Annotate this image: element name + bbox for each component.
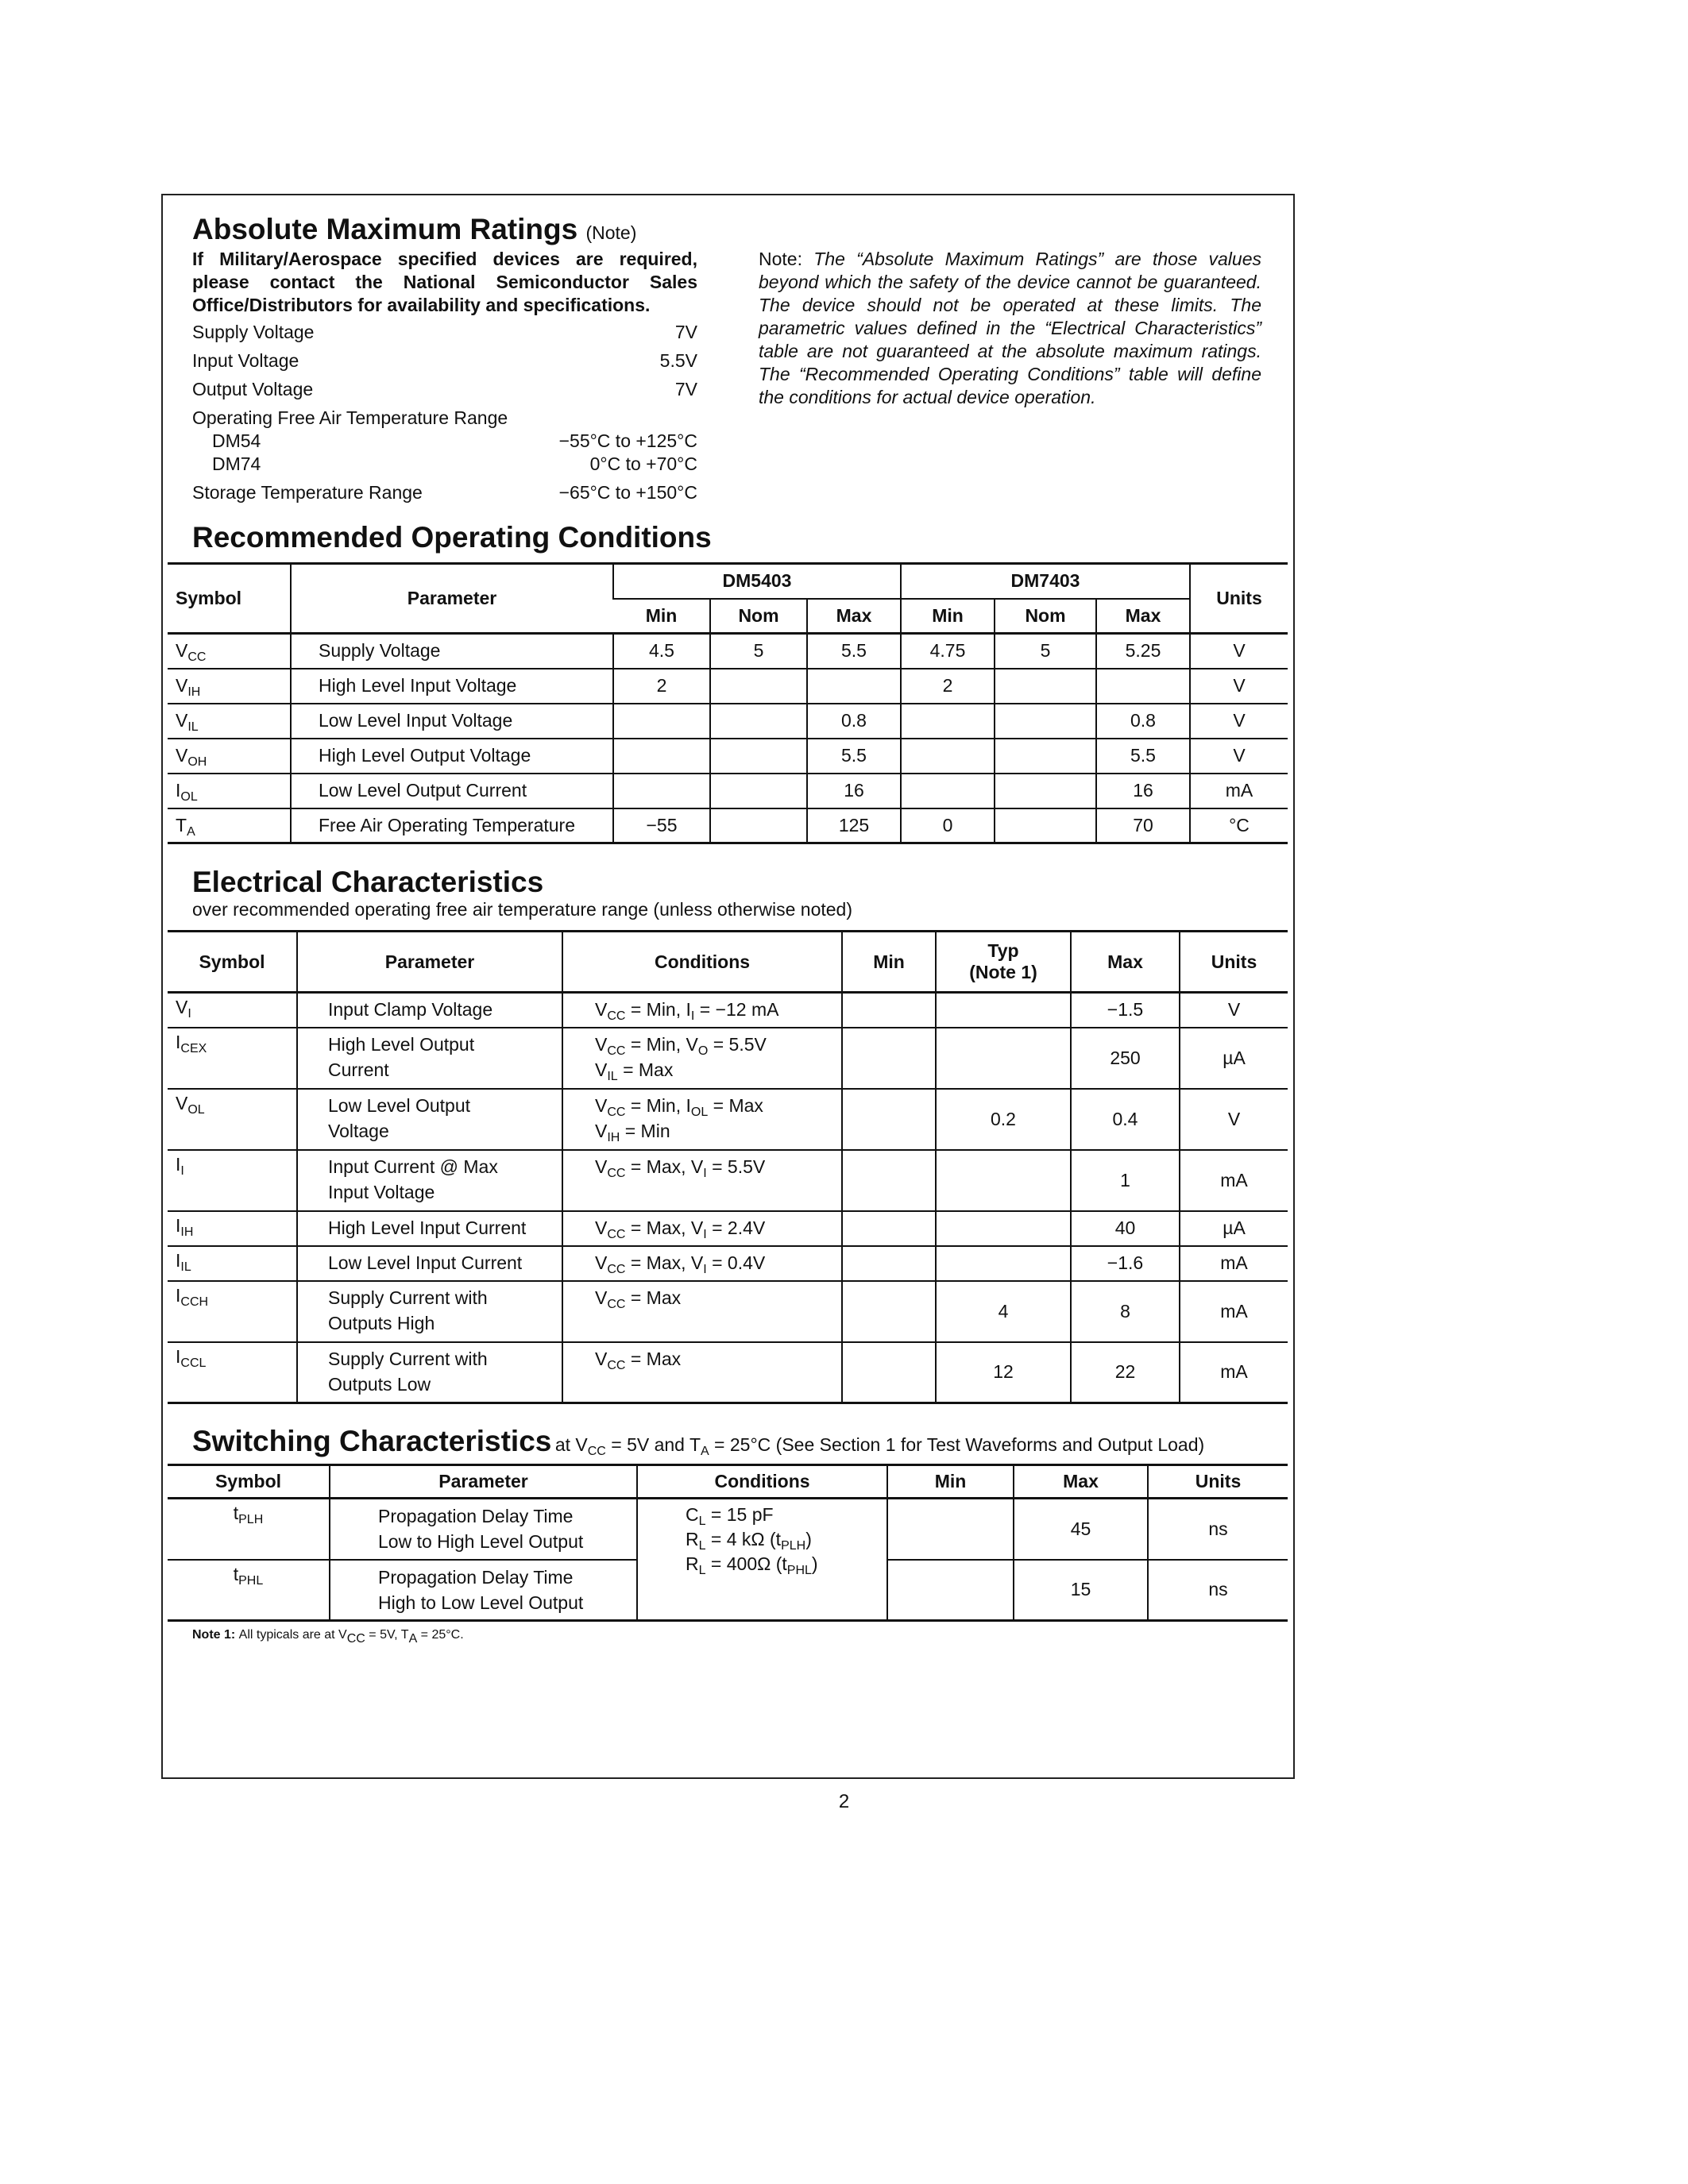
typ-cell: 0.2 <box>936 1089 1071 1150</box>
value-cell: 16 <box>1096 774 1190 808</box>
parameter-cell <box>297 1150 562 1211</box>
condition-line: $V_{CC}$ = Min, $I_I = -12$ mA <box>595 999 779 1023</box>
condition-line: $V_{IH}$ = Min <box>595 1120 670 1144</box>
subscript: I <box>703 1166 707 1180</box>
min-cell <box>842 1028 936 1089</box>
value-cell: 16 <box>807 774 901 808</box>
sw-h-conditions: Conditions <box>637 1465 887 1499</box>
min-cell <box>842 1211 936 1246</box>
ec-row <box>168 1089 1288 1150</box>
typ-cell <box>936 1211 1071 1246</box>
parameter-cell: High Level Input Voltage <box>291 669 613 704</box>
roc-h-max: Max <box>1096 599 1190 634</box>
value: −55°C to +125°C <box>558 430 697 451</box>
ec-h-units: Units <box>1180 932 1288 993</box>
parameter-line: High to Low Level Output <box>378 1592 584 1613</box>
conditions-cell <box>562 1281 842 1342</box>
units-cell: µA <box>1180 1211 1288 1246</box>
condition-line: $V_{CC}$ = Max, $V_I = 5.5V$ <box>595 1156 766 1180</box>
condition-line: $V_{CC}$ = Min, $I_{OL}$ = Max <box>595 1094 763 1119</box>
units-cell: mA <box>1180 1281 1288 1342</box>
value: −65°C to +150°C <box>558 482 697 503</box>
ec-h-min: Min <box>842 932 936 993</box>
condition-line: $V_{CC}$ = Max, $V_I = 0.4V$ <box>595 1252 766 1276</box>
value-cell <box>710 774 807 808</box>
max-cell: 1 <box>1071 1150 1180 1211</box>
parameter-cell <box>330 1499 637 1560</box>
value-cell <box>613 704 710 739</box>
sw-subtitle: at $V_{CC} = 5V$ and $T_A = 25^\circ C$ (See Section 1 for Test Waveforms and Output Load) <box>554 1434 1205 1458</box>
ec-row <box>168 993 1288 1028</box>
absolute-max-list <box>192 321 697 504</box>
ec-title: Electrical Characteristics <box>192 866 544 898</box>
military-notice: If Military/Aerospace specified devices are required, please contact the National Semiconductor Sales Office/Distributors for availability and specifications. <box>192 249 697 315</box>
min-cell <box>842 1281 936 1342</box>
roc-row <box>168 634 1288 669</box>
subscript: OL <box>690 1105 709 1119</box>
roc-body <box>168 634 1288 843</box>
symbol-cell: $I_{CCL}$ <box>176 1345 207 1370</box>
value-cell <box>710 739 807 774</box>
parameter-line: Input Clamp Voltage <box>328 999 493 1020</box>
symbol-cell: $I_{CEX}$ <box>176 1031 207 1055</box>
units-cell: mA <box>1190 774 1288 808</box>
page-number: 2 <box>838 1791 850 1812</box>
value: 0°C to +70°C <box>589 453 697 474</box>
value-cell: 4.5 <box>613 634 710 669</box>
parameter-cell: High Level Output Voltage <box>291 739 613 774</box>
symbol-cell: $I_I$ <box>176 1153 184 1178</box>
subscript: PLH <box>781 1539 806 1553</box>
parameter-line: Current <box>328 1059 389 1080</box>
value-cell: 5.5 <box>807 739 901 774</box>
value-cell: 70 <box>1096 808 1190 843</box>
parameter-cell <box>297 1246 562 1281</box>
operating-temp-label: Operating Free Air Temperature Range <box>192 407 508 428</box>
subscript: O <box>697 1044 709 1058</box>
symbol-subscript: IH <box>180 1225 194 1239</box>
units-cell: ns <box>1148 1499 1288 1560</box>
ec-h-typ-note: (Note 1) <box>969 962 1037 982</box>
typ-cell <box>936 1150 1071 1211</box>
symbol-cell: $V_I$ <box>176 997 191 1021</box>
value-cell: 5.5 <box>1096 739 1190 774</box>
ec-h-symbol: Symbol <box>199 951 265 972</box>
roc-title: Recommended Operating Conditions <box>192 521 712 554</box>
parameter-line: Outputs Low <box>328 1373 431 1395</box>
value: 7V <box>674 322 697 342</box>
absolute-max-title-note: (Note) <box>585 222 637 243</box>
symbol-subscript: CEX <box>180 1041 207 1055</box>
symbol-cell: $I_{IH}$ <box>176 1214 194 1239</box>
label: Storage Temperature Range <box>192 482 423 503</box>
roc-h-symbol: Symbol <box>176 588 242 608</box>
condition-line: $V_{CC}$ = Max, $V_I = 2.4V$ <box>595 1217 766 1241</box>
sw-table <box>168 1464 1288 1622</box>
conditions-cell <box>562 993 842 1028</box>
symbol-cell: $V_{IL}$ <box>176 710 199 734</box>
max-cell: 45 <box>1014 1499 1148 1560</box>
condition-line: $V_{CC}$ = Max <box>595 1348 682 1372</box>
value-cell: 0 <box>901 808 995 843</box>
symbol-subscript: I <box>187 1007 191 1021</box>
parameter-cell <box>330 1560 637 1621</box>
roc-table <box>168 562 1288 844</box>
parameter-line: Outputs High <box>328 1312 435 1333</box>
parameter-cell <box>297 993 562 1028</box>
parameter-line: Low Level Input Current <box>328 1252 523 1273</box>
condition-line: $C_L = 15$ pF <box>686 1504 774 1528</box>
value-cell <box>995 774 1096 808</box>
value-cell <box>710 704 807 739</box>
conditions-cell <box>562 1028 842 1089</box>
subscript: IH <box>607 1130 620 1144</box>
parameter-line: Supply Current with <box>328 1348 488 1369</box>
max-cell: −1.6 <box>1071 1246 1180 1281</box>
parameter-line: High Level Output <box>328 1033 475 1055</box>
roc-h-nom: Nom <box>995 599 1096 634</box>
roc-h-nom: Nom <box>710 599 807 634</box>
symbol-cell: $I_{IL}$ <box>176 1249 191 1274</box>
symbol-subscript: OL <box>180 790 198 804</box>
subscript: CC <box>607 1044 626 1058</box>
value-cell <box>995 704 1096 739</box>
roc-row <box>168 808 1288 843</box>
sw-header-row <box>168 1465 1288 1499</box>
subscript: A <box>408 1632 418 1646</box>
roc-h-dm5403: DM5403 <box>613 564 901 599</box>
footnote-label: Note 1: <box>192 1628 239 1642</box>
max-cell: 40 <box>1071 1211 1180 1246</box>
sw-h-parameter: Parameter <box>330 1465 637 1499</box>
symbol-subscript: CC <box>187 650 207 665</box>
subscript: I <box>703 1227 707 1241</box>
units-cell: V <box>1190 739 1288 774</box>
sw-title: Switching Characteristics <box>192 1425 552 1457</box>
conditions-cell <box>562 1150 842 1211</box>
parameter-cell <box>297 1211 562 1246</box>
units-cell: V <box>1180 993 1288 1028</box>
label: Supply Voltage <box>192 322 315 342</box>
condition-line: $V_{CC}$ = Min, $V_O = 5.5V$ <box>595 1033 767 1058</box>
units-cell: °C <box>1190 808 1288 843</box>
ec-row <box>168 1281 1288 1342</box>
min-cell <box>887 1560 1014 1621</box>
parameter-line: Low to High Level Output <box>378 1531 584 1553</box>
ec-subtitle: over recommended operating free air temperature range (unless otherwise noted) <box>192 899 852 920</box>
parameter-cell <box>297 1281 562 1342</box>
min-cell <box>842 1150 936 1211</box>
subscript: CC <box>607 1105 626 1119</box>
parameter-line: Propagation Delay Time <box>378 1566 574 1588</box>
roc-row <box>168 669 1288 704</box>
units-cell: V <box>1180 1089 1288 1150</box>
parameter-line: Input Voltage <box>328 1181 435 1202</box>
min-cell <box>842 1246 936 1281</box>
value-cell <box>901 704 995 739</box>
output-voltage-row <box>192 378 697 401</box>
sw-h-max: Max <box>1014 1465 1148 1499</box>
condition-line: $R_L = 4$ kΩ $(t_{PLH})$ <box>686 1529 812 1553</box>
symbol-cell: $t_{PHL}$ <box>233 1563 264 1588</box>
value-cell: 0.8 <box>807 704 901 739</box>
value-cell <box>613 739 710 774</box>
roc-row <box>168 704 1288 739</box>
symbol-subscript: CCL <box>180 1356 207 1370</box>
conditions-cell <box>562 1342 842 1403</box>
absolute-max-note <box>759 248 1261 409</box>
parameter-line: Low Level Output <box>328 1094 471 1116</box>
note-text: The “Absolute Maximum Ratings” are those values beyond which the safety of the device cannot be guaranteed. The device should not be operated at these limits. The parametric values defined in the “Electrical Characteristics” table are not guaranteed at the absolute maximum ratings. The “Recommended Operating Conditions” table will define the conditions for actual device operation. <box>759 249 1262 407</box>
parameter-line: Input Current @ Max <box>328 1156 498 1177</box>
conditions-cell <box>562 1246 842 1281</box>
roc-h-dm7403: DM7403 <box>901 564 1190 599</box>
parameter-cell: Low Level Input Voltage <box>291 704 613 739</box>
symbol-subscript: A <box>187 824 195 839</box>
parameter-cell: Low Level Output Current <box>291 774 613 808</box>
ec-h-max: Max <box>1071 932 1180 993</box>
parameter-line: Voltage <box>328 1120 389 1141</box>
units-cell: mA <box>1180 1246 1288 1281</box>
value-cell: 2 <box>901 669 995 704</box>
min-cell <box>887 1499 1014 1560</box>
footnote: Note 1: All typicals are at $V_{CC} = 5V$, $T_A = 25^\circ C$. <box>192 1628 464 1646</box>
value-cell <box>995 669 1096 704</box>
typ-cell <box>936 993 1071 1028</box>
ec-table <box>168 930 1288 1404</box>
absolute-max-title <box>192 213 636 246</box>
symbol-subscript: OH <box>187 755 207 769</box>
max-cell: 250 <box>1071 1028 1180 1089</box>
typ-cell: 12 <box>936 1342 1071 1403</box>
sw-h-units: Units <box>1148 1465 1288 1499</box>
roc-h-parameter: Parameter <box>291 564 613 634</box>
symbol-subscript: I <box>180 1163 184 1178</box>
subscript: CC <box>607 1262 626 1276</box>
subscript: I <box>703 1262 707 1276</box>
value: 5.5V <box>659 350 697 371</box>
input-voltage-row <box>192 349 697 372</box>
ec-row <box>168 1246 1288 1281</box>
value-cell: 5 <box>710 634 807 669</box>
symbol-subscript: PLH <box>238 1513 264 1526</box>
value-cell <box>901 739 995 774</box>
dm54-row <box>192 430 697 453</box>
subscript: CC <box>346 1632 365 1646</box>
symbol-cell: $V_{IH}$ <box>176 675 201 699</box>
value-cell: 125 <box>807 808 901 843</box>
value-cell <box>995 808 1096 843</box>
label: Input Voltage <box>192 350 299 371</box>
condition-line: $V_{CC}$ = Max <box>595 1287 682 1311</box>
subscript: CC <box>607 1009 626 1023</box>
sw-h-min: Min <box>887 1465 1014 1499</box>
condition-line: $V_{IL}$ = Max <box>595 1059 674 1083</box>
conditions-cell <box>562 1211 842 1246</box>
value-cell: 5.5 <box>807 634 901 669</box>
units-cell: V <box>1190 669 1288 704</box>
value-cell <box>1096 669 1190 704</box>
sw-row <box>168 1499 1288 1560</box>
max-cell: 0.4 <box>1071 1089 1180 1150</box>
units-cell: ns <box>1148 1560 1288 1621</box>
ec-row <box>168 1150 1288 1211</box>
roc-h-min: Min <box>901 599 995 634</box>
symbol-cell: $V_{OH}$ <box>176 745 207 769</box>
parameter-line: Propagation Delay Time <box>378 1506 574 1527</box>
symbol-cell: $I_{OL}$ <box>176 780 198 804</box>
sw-body <box>168 1499 1288 1621</box>
max-cell: 15 <box>1014 1560 1148 1621</box>
subscript: CC <box>607 1166 626 1180</box>
supply-voltage-row <box>192 321 697 344</box>
max-cell: 22 <box>1071 1342 1180 1403</box>
parameter-line: High Level Input Current <box>328 1217 527 1238</box>
symbol-subscript: IL <box>187 720 199 734</box>
subscript: CC <box>607 1358 626 1372</box>
ec-row <box>168 1342 1288 1403</box>
ec-h-parameter: Parameter <box>297 932 562 993</box>
value: 7V <box>674 379 697 399</box>
value-cell <box>807 669 901 704</box>
value-cell: 2 <box>613 669 710 704</box>
ec-body <box>168 993 1288 1403</box>
roc-row <box>168 739 1288 774</box>
parameter-cell: Free Air Operating Temperature <box>291 808 613 843</box>
subscript: A <box>701 1445 709 1458</box>
ec-header-row <box>168 932 1288 993</box>
ec-h-typ-label: Typ <box>987 940 1019 961</box>
value-cell: 4.75 <box>901 634 995 669</box>
label: Output Voltage <box>192 379 314 399</box>
roc-h-units: Units <box>1190 564 1288 634</box>
roc-h-min: Min <box>645 604 678 626</box>
symbol-subscript: IL <box>180 1260 191 1274</box>
max-cell: −1.5 <box>1071 993 1180 1028</box>
subscript: IL <box>607 1069 618 1083</box>
subscript: I <box>690 1009 695 1023</box>
value-cell <box>710 669 807 704</box>
roc-h-max: Max <box>807 599 901 634</box>
symbol-cell: $V_{OL}$ <box>176 1092 205 1117</box>
symbol-subscript: PHL <box>238 1573 264 1588</box>
min-cell <box>842 1089 936 1150</box>
value-cell: 5 <box>995 634 1096 669</box>
parameter-cell <box>297 1089 562 1150</box>
label: DM74 <box>212 453 261 474</box>
symbol-cell: $I_{CCH}$ <box>176 1284 209 1309</box>
symbol-cell: $t_{PLH}$ <box>233 1503 264 1526</box>
parameter-cell <box>297 1342 562 1403</box>
symbol-subscript: CCH <box>180 1295 209 1309</box>
subscript: CC <box>587 1445 606 1458</box>
ec-h-conditions: Conditions <box>562 932 842 993</box>
subscript: CC <box>607 1227 626 1241</box>
symbol-cell: $T_A$ <box>176 814 195 839</box>
condition-line: $R_L = 400\Omega$ $(t_{PHL})$ <box>686 1553 818 1577</box>
symbol-cell: $V_{CC}$ <box>176 640 207 665</box>
typ-cell <box>936 1246 1071 1281</box>
ec-h-typ <box>936 932 1071 993</box>
storage-temp-row <box>192 481 697 504</box>
parameter-line: Supply Current with <box>328 1287 488 1308</box>
ec-row <box>168 1028 1288 1089</box>
units-cell: V <box>1190 634 1288 669</box>
value-cell: 0.8 <box>1096 704 1190 739</box>
symbol-subscript: OL <box>187 1102 205 1117</box>
units-cell: mA <box>1180 1150 1288 1211</box>
sw-h-symbol: Symbol <box>214 1471 282 1491</box>
value-cell <box>710 808 807 843</box>
value-cell <box>901 774 995 808</box>
roc-header-row-1 <box>168 564 1288 599</box>
typ-cell: 4 <box>936 1281 1071 1342</box>
value-cell <box>613 774 710 808</box>
subscript: L <box>698 1515 706 1528</box>
value-cell: 5.25 <box>1096 634 1190 669</box>
units-cell: µA <box>1180 1028 1288 1089</box>
subscript: CC <box>607 1297 626 1311</box>
note-prefix: Note: <box>759 249 802 269</box>
subscript: L <box>698 1539 706 1553</box>
units-cell: V <box>1190 704 1288 739</box>
value-cell: −55 <box>613 808 710 843</box>
sw-title-line <box>192 1425 1204 1458</box>
absolute-max-title-text: Absolute Maximum Ratings <box>192 213 578 245</box>
typ-cell <box>936 1028 1071 1089</box>
parameter-cell: Supply Voltage <box>291 634 613 669</box>
max-cell: 8 <box>1071 1281 1180 1342</box>
subscript: PHL <box>786 1564 812 1577</box>
ec-row <box>168 1211 1288 1246</box>
conditions-cell <box>562 1089 842 1150</box>
subscript: L <box>698 1564 706 1577</box>
label: DM54 <box>212 430 261 451</box>
dm74-row <box>192 453 697 476</box>
units-cell: mA <box>1180 1342 1288 1403</box>
symbol-subscript: IH <box>187 685 201 699</box>
min-cell <box>842 1342 936 1403</box>
min-cell <box>842 993 936 1028</box>
conditions-cell <box>637 1499 887 1621</box>
roc-row <box>168 774 1288 808</box>
parameter-cell <box>297 1028 562 1089</box>
value-cell <box>995 739 1096 774</box>
